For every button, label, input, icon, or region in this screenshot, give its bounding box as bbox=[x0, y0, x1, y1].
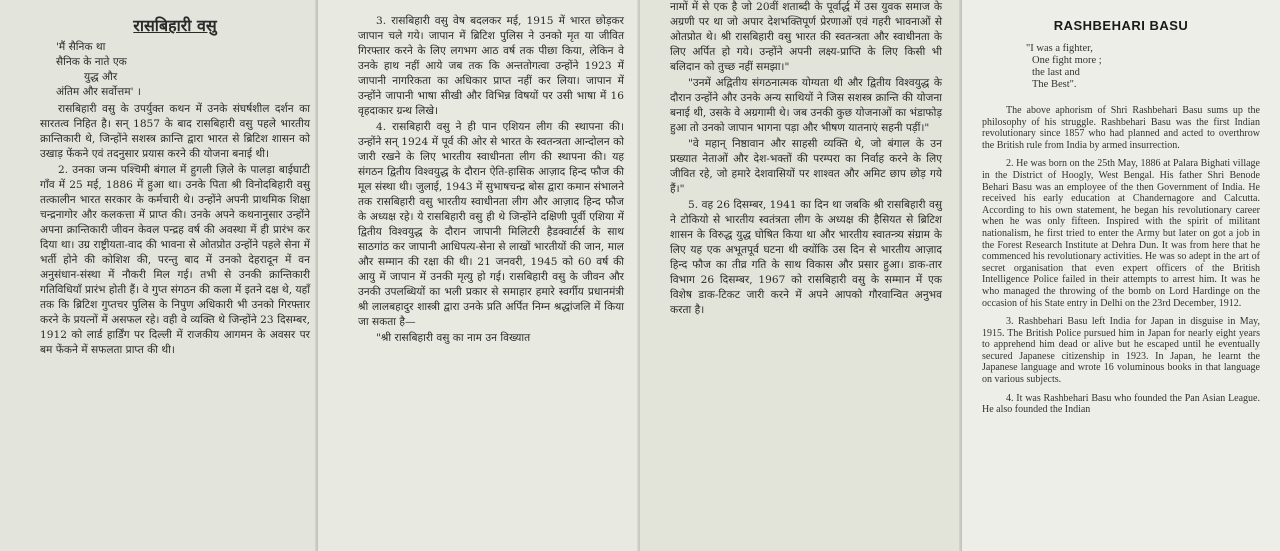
paragraph: 4. It was Rashbehari Basu who founded the Pan Asian League. He also founded the Indian bbox=[982, 392, 1260, 416]
hindi-body-3 bbox=[670, 0, 942, 318]
paragraph: 2. उनका जन्म पश्चिमी बंगाल में हुगली ज़िले के पालड़ा बाईघाटी गाँव में 25 मई, 1886 में हुआ था। उनके पिता श्री विनोदबिहारी वसु तत्कालीन भारत सरकार के कर्मचारी थे। उन्होंने अपनी प्राथमिक शिक्षा चन्द्रनागोर और कलकत्ता में प्राप्त की। उनके अपने कथनानुसार उन्होंने अपना क्रान्तिकारी जीवन केवल पन्द्रह वर्ष की अवस्था में ही प्रारंभ कर दिया था। उग्र राष्ट्रीयता-वाद की भावना से ओतप्रोत उन्होंने पहले सेना में भर्ती होने की कोशिश की, परन्तु बाद में उनको देहरादून में वन अनुसंधान-संस्था में नौकरी मिल गई। तभी से उनकी क्रान्तिकारी गतिविधियाँ प्रारंभ होती हैं। वे गुप्त संगठन की कला में इतने दक्ष थे, यहाँ तक कि ब्रिटिश गुप्तचर पुलिस के निपुण अधिकारी भी उनको गिरफ्तार करने के प्रयत्नों में असफल रहे। वही वे व्यक्ति थे जिन्होंने 23 दिसम्बर, 1912 को लार्ड हार्डिंग पर दिल्ली में राजकीय आगमन के अवसर पर बम फेंकने में सफलता प्राप्त की थी। bbox=[40, 164, 310, 356]
panel-hindi-3 bbox=[640, 0, 962, 551]
paragraph: 5. वह 26 दिसम्बर, 1941 का दिन था जबकि श्री रासबिहारी वसु ने टोकियो से भारतीय स्वतंत्रता लीग के अध्यक्ष की हैसियत से ब्रिटिश शासन के विरुद्ध युद्ध घोषित किया था और भारतीय स्वातन्त्र्य संग्राम के लिए यह एक अभूतपूर्व घटना थी क्योंकि उस दिन से भारतीय आज़ाद हिन्द फौज का तीव्र गति के साथ विकास और प्रसार हुआ। डाक-तार विभाग 26 दिसम्बर, 1967 को रासबिहारी वसु के सम्मान में एक विशेष डाक-टिकट जारी करने में अपने आपको गौरवान्वित अनुभव करता है। bbox=[670, 199, 942, 316]
paragraph: The above aphorism of Shri Rashbehari Basu sums up the philosophy of his struggle. Rashbehari Basu was the first Indian revolutionary since 1857 who had planned and acted to overthrow the British rule from India by armed insurrection. bbox=[982, 105, 1260, 151]
english-poem bbox=[1026, 43, 1260, 91]
poem-line: "I was a fighter, bbox=[1026, 43, 1093, 54]
poem-line: युद्ध और bbox=[84, 71, 118, 83]
poem-line: the last and bbox=[1032, 67, 1080, 78]
poem-line: अंतिम और सर्वोत्तम' । bbox=[56, 86, 141, 98]
english-body bbox=[982, 105, 1260, 416]
poem-line: One fight more ; bbox=[1032, 55, 1102, 66]
panel-hindi-2 bbox=[318, 0, 640, 551]
paragraph: रासबिहारी वसु के उपर्युक्त कथन में उनके संघर्षशील दर्शन का सारतत्व निहित है। सन् 1857 के बाद रासबिहारी वसु पहले भारतीय क्रान्तिकारी थे, जिन्होंने सशस्त्र क्रान्ति द्वारा भारत से ब्रिटिश शासन को उखाड़ फेंकने एवं तदनुसार प्रयास करने की योजना बनाई थी। bbox=[40, 103, 310, 160]
english-title: RASHBEHARI BASU bbox=[1053, 18, 1189, 33]
paragraph: 4. रासबिहारी वसु ने ही पान एशियन लीग की स्थापना की। उन्होंने सन् 1924 में पूर्व की ओर से भारत के स्वतन्त्रता आन्दोलन को जारी रखने के लिए भारतीय स्वाधीनता लीग की स्थापना की। यह संगठन द्वितीय विश्वयुद्ध के दौरान ऐति-हासिक आज़ाद हिन्द फौज की मूल संस्था थी। जुलाई, 1943 में सुभाषचन्द्र बोस द्वारा कमान संभालने तक रासबिहारी वसु भारतीय स्वाधीनता लीग और आज़ाद हिन्द फौज के अध्यक्ष रहे। ये रासबिहारी वसु ही थे जिन्होंने दक्षिणी पूर्वी एशिया में द्वितीय विश्वयुद्ध के दौरान जापानी मिलिटरी हैडक्वार्टर्स के साथ साठगांठ कर जापानी आधिपत्य-सेना से लाखों भारतीयों की जान, माल और सम्मान की रक्षा की थी। 21 जनवरी, 1945 को 60 वर्ष की आयु में जापान में उनकी मृत्यु हो गई। रासबिहारी वसु के जीवन और उनकी उपलब्धियों का भली प्रकार से समाहार हमारे स्वर्गीय प्रधानमंत्री श्री लालबहादुर शास्त्री द्वारा उनके प्रति अर्पित निम्न श्रद्धांजलि में किया जा सकता है— bbox=[358, 121, 624, 328]
paragraph: 3. रासबिहारी वसु वेष बदलकर मई, 1915 में भारत छोड़कर जापान चले गये। जापान में ब्रिटिश पुलिस ने उनको मृत या जीवित गिरफ्तार करने के लिए लगभग आठ वर्ष तक पीछा किया, लेकिन वे उनके हाथ नहीं आये जब तक कि अन्ततोगत्वा उन्होंने 1923 में जापानी नागरिकता का अधिकार प्राप्त नहीं कर लिया। जापान में उन्होंने जापानी भाषा सीखी और विभिन्न विषयों पर उसी भाषा में 16 वृहदाकार ग्रन्थ लिखे। bbox=[358, 15, 624, 117]
poem-line: The Best". bbox=[1032, 79, 1077, 90]
poem-line: सैनिक के नाते एक bbox=[56, 56, 127, 68]
hindi-title: रासबिहारी वसु bbox=[133, 16, 217, 35]
paragraph: "वे महान् निष्ठावान और साहसी व्यक्ति थे, जो बंगाल के उन प्रख्यात नेताओं और देश-भक्तों की परम्परा का निर्वाह करने के लिए जीवित रहे, जो हमारे देशवासियों पर शाश्वत और अमिट छाप छोड़ गये हैं।" bbox=[670, 138, 942, 195]
panel-english bbox=[962, 0, 1280, 551]
hindi-body-2 bbox=[358, 14, 624, 346]
hindi-body-1 bbox=[40, 102, 310, 358]
paragraph: 3. Rashbehari Basu left India for Japan in disguise in May, 1915. The British Police pursued him in Japan for nearly eight years to apprehend him dead or alive but he escaped until he eventually secured Japanese citizenship in 1923. In Japan, he learnt the Japanese language and wrote 16 voluminous books in that language on various subjects. bbox=[982, 316, 1260, 386]
poem-line: 'मैं सैनिक था bbox=[56, 41, 106, 53]
paragraph: नामों में से एक है जो 20वीं शताब्दी के पूर्वार्द्ध में उस युवक समाज के अग्रणी पर था जो अपार देशभक्तिपूर्ण प्रेरणाओं एवं गहरी भावनाओं से ओतप्रोत थे। श्री रासबिहारी वसु भारत की स्वतन्त्रता और स्वाधीनता के लिए अर्पित हो गये। उन्होंने अपनी लक्ष्य-प्राप्ति के लिए किसी भी बलिदान को तुच्छ नहीं समझा।" bbox=[670, 1, 942, 73]
hindi-poem bbox=[56, 40, 310, 100]
paragraph: "श्री रासबिहारी वसु का नाम उन विख्यात bbox=[376, 332, 531, 344]
paragraph: "उनमें अद्वितीय संगठनात्मक योग्यता थी और द्वितीय विश्वयुद्ध के दौरान उन्होंने और उनके अन्य साथियों ने जिस सशस्त्र क्रान्ति की योजना बनाई थी, उसके वे अग्रगामी थे। जब उनकी कुछ योजनाओं का भंडाफोड़ हुआ तो उनको जापान भागना पड़ा और भीषण यातनाएं सहनी पड़ीं।" bbox=[670, 77, 942, 134]
paragraph: 2. He was born on the 25th May, 1886 at Palara Bighati village in the District of Hoogly, West Bengal. His father Shri Benode Behari Basu was an employee of the then Government of India. He received his early education at Chandernagore and Calcutta. According to his own statement, he began his revolutionary career when he was only fifteen. Inspired with the spirit of militant nationalism, he first tried to enter the Army but later on got a job in the Forest Research Institute at Dehra Dun. It was from here that he commenced his revolutionary activities. He was so adept in the art of secret organisation that even expert officers of the British Intelligence Police failed in their attempts to arrest him. It was he who managed the throwing of the bomb on Lord Hardinge on the occasion of his State entry in Delhi on the 23rd December, 1912. bbox=[982, 158, 1260, 309]
panel-hindi-1 bbox=[0, 0, 318, 551]
